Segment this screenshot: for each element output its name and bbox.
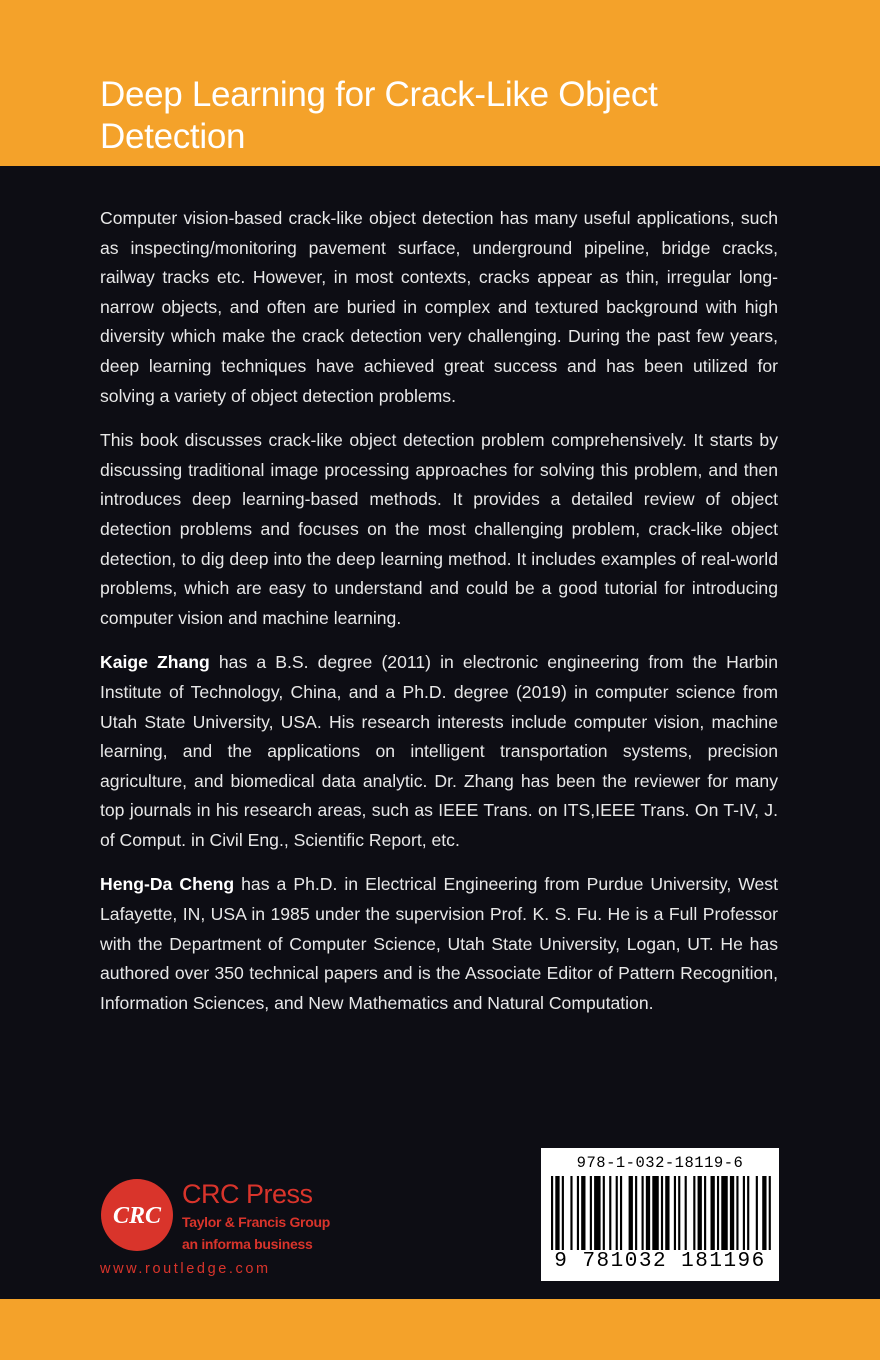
barcode-bar [730, 1176, 734, 1250]
crc-logo-text: CRC [112, 1203, 162, 1229]
barcode-bar [555, 1176, 559, 1250]
barcode-bar [581, 1176, 585, 1250]
author-name-1: Kaige Zhang [100, 652, 210, 673]
barcode-bar [710, 1176, 714, 1250]
publisher-group: Taylor & Francis Group [182, 1214, 330, 1230]
barcode-bars [551, 1176, 773, 1250]
barcode-bar [704, 1176, 706, 1250]
barcode-bar [756, 1176, 758, 1250]
description-paragraph-2: This book discusses crack-like object detection problem comprehensively. It starts by discussing traditional image processing approaches for solving this problem, and then introduces deep learning-based methods. It provides a detailed review of object detection problems and focuses on the most challenging problem, crack-like object detection, to dig deep into the deep learning method. It includes examples of real-world problems, which are easy to understand and could be a good tutorial for introducing computer vision and machine learning. [100, 430, 778, 628]
barcode-bar [642, 1176, 644, 1250]
author-bio-text-1: has a B.S. degree (2011) in electronic engineering from the Harbin Institute of Technology, China, and a Ph.D. degree (2019) in computer science from Utah State University, USA. His research interests include computer vision, machine learning, and the applications on intelligent transportation systems, precision agriculture, and biomedical data analytic. Dr. Zhang has been the reviewer for many top journals in his research areas, such as IEEE Trans. on ITS,IEEE Trans. On T-IV, J. of Comput. in Civil Eng., Scientific Report, etc. [100, 652, 778, 850]
description-paragraph-1: Computer vision-based crack-like object detection has many useful applications, such as inspecting/monitoring pavement surface, underground pipeline, bridge cracks, railway tracks etc. However, in most contexts, cracks appear as thin, irregular long-narrow objects, and often are buried in complex and textured background with high diversity which make the crack detection very challenging. During the past few years, deep learning techniques have achieved great success and has been utilized for solving a variety of object detection problems. [100, 208, 778, 406]
barcode-bar [661, 1176, 663, 1250]
barcode-bar [570, 1176, 572, 1250]
book-title: Deep Learning for Crack-Like Object Detection [100, 75, 658, 156]
barcode-bar [665, 1176, 669, 1250]
barcode-bar [685, 1176, 687, 1250]
isbn-digits: 9 781032 181196 [554, 1250, 766, 1273]
barcode-bar [721, 1176, 727, 1250]
author-bio-1 [100, 648, 778, 855]
author-bio-2 [100, 870, 778, 1018]
barcode-bar [678, 1176, 680, 1250]
barcode-bar [620, 1176, 622, 1250]
back-cover-text [100, 204, 778, 1033]
barcode-bar [603, 1176, 605, 1250]
isbn-barcode [541, 1148, 779, 1281]
publisher-url: www.routledge.com [100, 1261, 271, 1277]
barcode-bar [616, 1176, 618, 1250]
barcode-bar [674, 1176, 676, 1250]
crc-logo-icon [100, 1178, 174, 1252]
barcode-bar [743, 1176, 745, 1250]
barcode-bar [747, 1176, 749, 1250]
barcode-bar [590, 1176, 592, 1250]
barcode-bar [629, 1176, 633, 1250]
publisher-name: CRC Press [182, 1179, 313, 1209]
barcode-bar [609, 1176, 611, 1250]
barcode-bar [736, 1176, 738, 1250]
barcode-bar [635, 1176, 637, 1250]
author-bio-text-2: has a Ph.D. in Electrical Engineering from Purdue University, West Lafayette, IN, USA in 1985 under the supervision Prof. K. S. Fu. He is a Full Professor with the Department of Computer Science, Utah State University, Logan, UT. He has authored over 350 technical papers and is the Associate Editor of Pattern Recognition, Information Sciences, and New Mathematics and Natural Computation. [100, 874, 778, 1013]
bottom-orange-band [0, 1299, 880, 1360]
isbn-label: 978-1-032-18119-6 [576, 1154, 744, 1172]
barcode-bar [693, 1176, 695, 1250]
barcode-bar [594, 1176, 600, 1250]
barcode-bar [769, 1176, 771, 1250]
barcode-bar [562, 1176, 564, 1250]
barcode-bar [698, 1176, 702, 1250]
publisher-business: an informa business [182, 1236, 313, 1252]
barcode-bar [762, 1176, 766, 1250]
barcode-bar [717, 1176, 719, 1250]
barcode-bar [577, 1176, 579, 1250]
barcode-bar [551, 1176, 553, 1250]
author-name-2: Heng-Da Cheng [100, 874, 235, 895]
barcode-bar [646, 1176, 650, 1250]
barcode-bar [652, 1176, 658, 1250]
publisher-block [100, 1178, 400, 1278]
